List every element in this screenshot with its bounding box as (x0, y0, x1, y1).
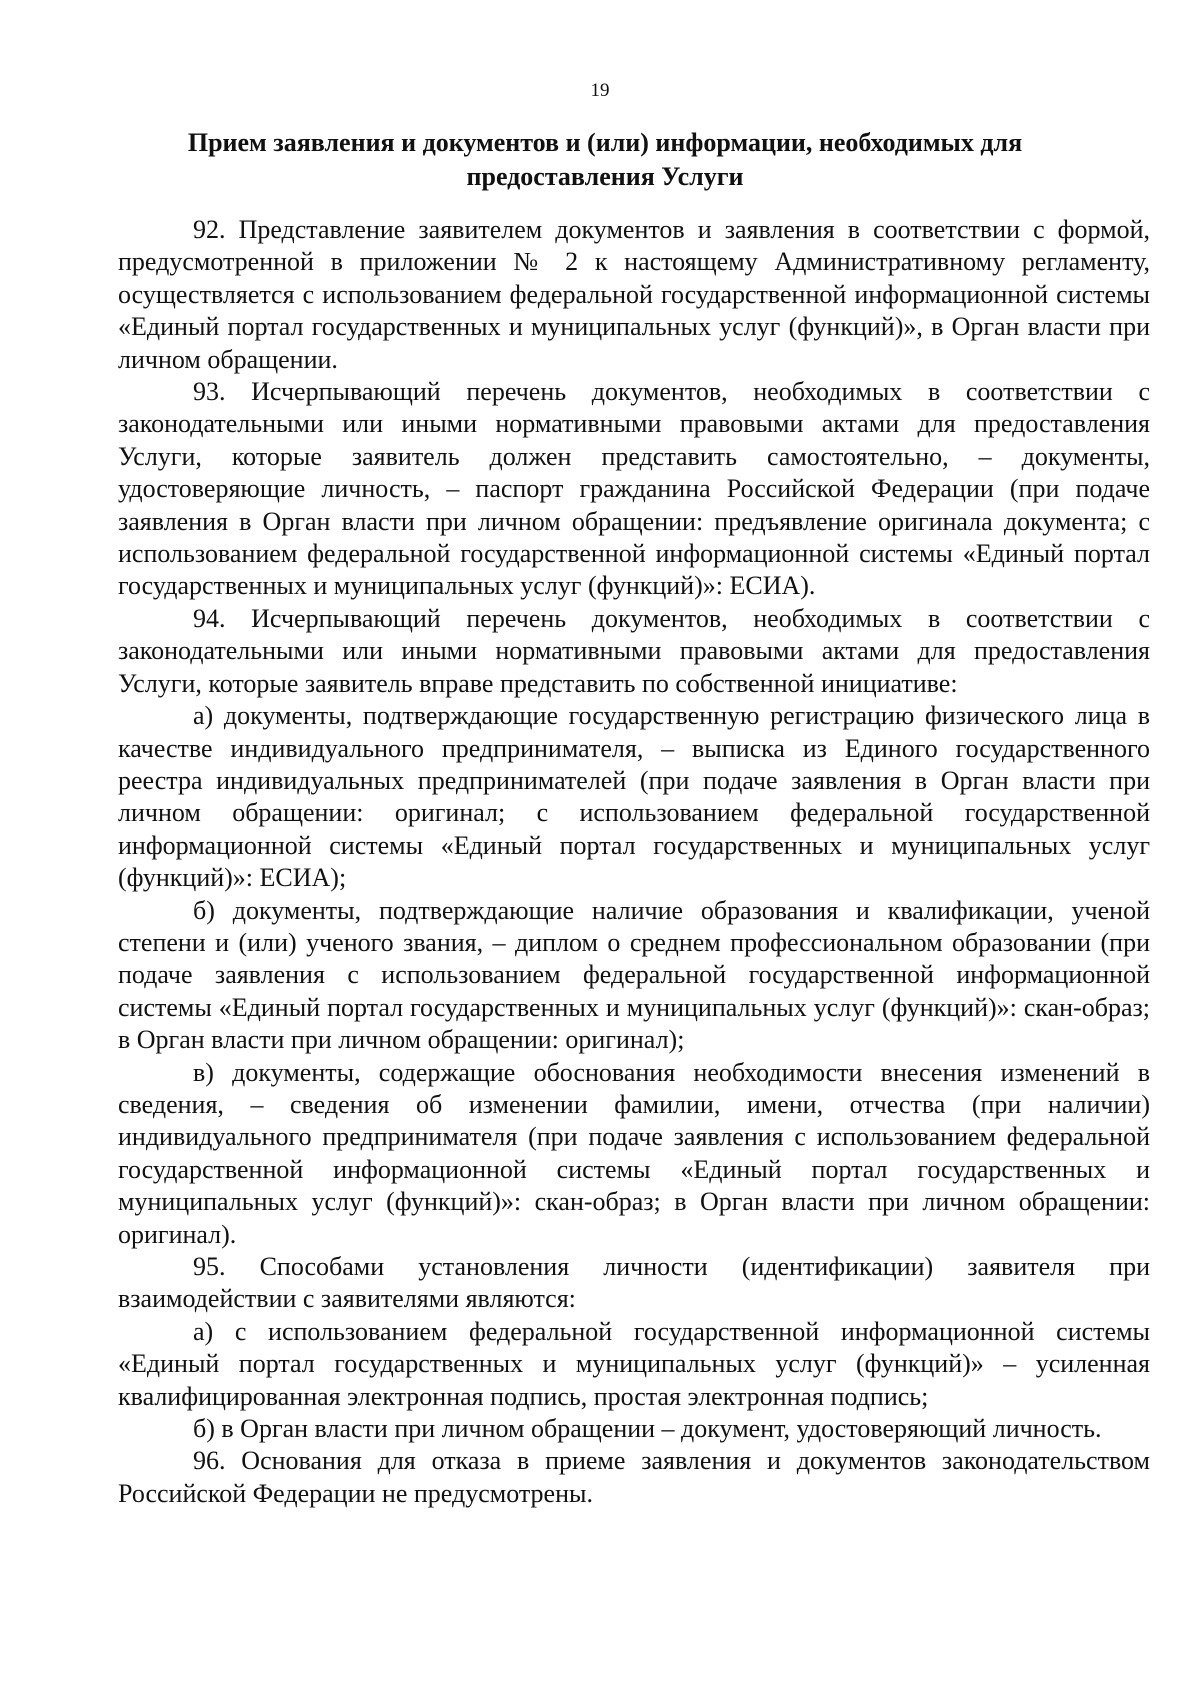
document-body (118, 214, 1150, 1510)
paragraph-96: 96. Основания для отказа в приеме заявления и документов законодательством Российской Федерации не предусмотрены. (118, 1446, 1150, 1508)
paragraph-95: 95. Способами установления личности (идентификации) заявителя при взаимодействии с заявителями являются: (118, 1252, 1150, 1314)
paragraph-95-item-b: б) в Орган власти при личном обращении – документ, удостоверяющий личность. (193, 1414, 1102, 1444)
paragraph-94-item-a: а) документы, подтверждающие государственную регистрацию физического лица в качестве индивидуального предпринимателя, – выписка из Единого государственного реестра индивидуальных предпринимателей (при подаче заявления в Орган власти при личном обращении: оригинал; с использованием федеральной государственной информационной системы «Единый портал государственных и муниципальных услуг (функций)»: ЕСИА); (118, 701, 1150, 893)
page-number: 19 (590, 80, 610, 101)
paragraph-94-item-v: в) документы, содержащие обоснования необходимости внесения изменений в сведения, – сведения об изменении фамилии, имени, отчества (при наличии) индивидуального предпринимателя (при подаче заявления с использованием федеральной государственной информационной системы «Единый портал государственных и муниципальных услуг (функций)»: скан-образ; в Орган власти при личном обращении: оригинал). (118, 1057, 1150, 1249)
paragraph-94-item-b: б) документы, подтверждающие наличие образования и квалификации, ученой степени и (или) ученого звания, – диплом о среднем профессиональном образовании (при подаче заявления с использованием федеральной государственной информационной системы «Единый портал государственных и муниципальных услуг (функций)»: скан-образ; в Орган власти при личном обращении: оригинал); (118, 895, 1150, 1055)
section-title-line-2: предоставления Услуги (466, 162, 744, 191)
paragraph-92: 92. Представление заявителем документов и заявления в соответствии с формой, предусмотренной в приложении № 2 к настоящему Административному регламенту, осуществляется с использованием федеральной государственной информационной системы «Единый портал государственных и муниципальных услуг (функций)», в Орган власти при личном обращении. (118, 215, 1150, 374)
section-title-line-1: Прием заявления и документов и (или) информации, необходимых для (187, 128, 1023, 157)
paragraph-95-item-a: а) с использованием федеральной государственной информационной системы «Единый портал государственных и муниципальных услуг (функций)» – усиленная квалифицированная электронная подпись, простая электронная подпись; (118, 1316, 1150, 1411)
paragraph-93: 93. Исчерпывающий перечень документов, необходимых в соответствии с законодательными или иными нормативными правовыми актами для предоставления Услуги, которые заявитель должен представить самостоятельно, – документы, удостоверяющие личность, – паспорт гражданина Российской Федерации (при подаче заявления в Орган власти при личном обращении: предъявление оригинала документа; с использованием федеральной государственной информационной системы «Единый портал государственных и муниципальных услуг (функций)»: ЕСИА). (118, 377, 1150, 601)
section-title (150, 126, 1060, 194)
paragraph-94: 94. Исчерпывающий перечень документов, необходимых в соответствии с законодательными или иными нормативными правовыми актами для предоставления Услуги, которые заявитель вправе представить по собственной инициативе: (118, 603, 1150, 698)
